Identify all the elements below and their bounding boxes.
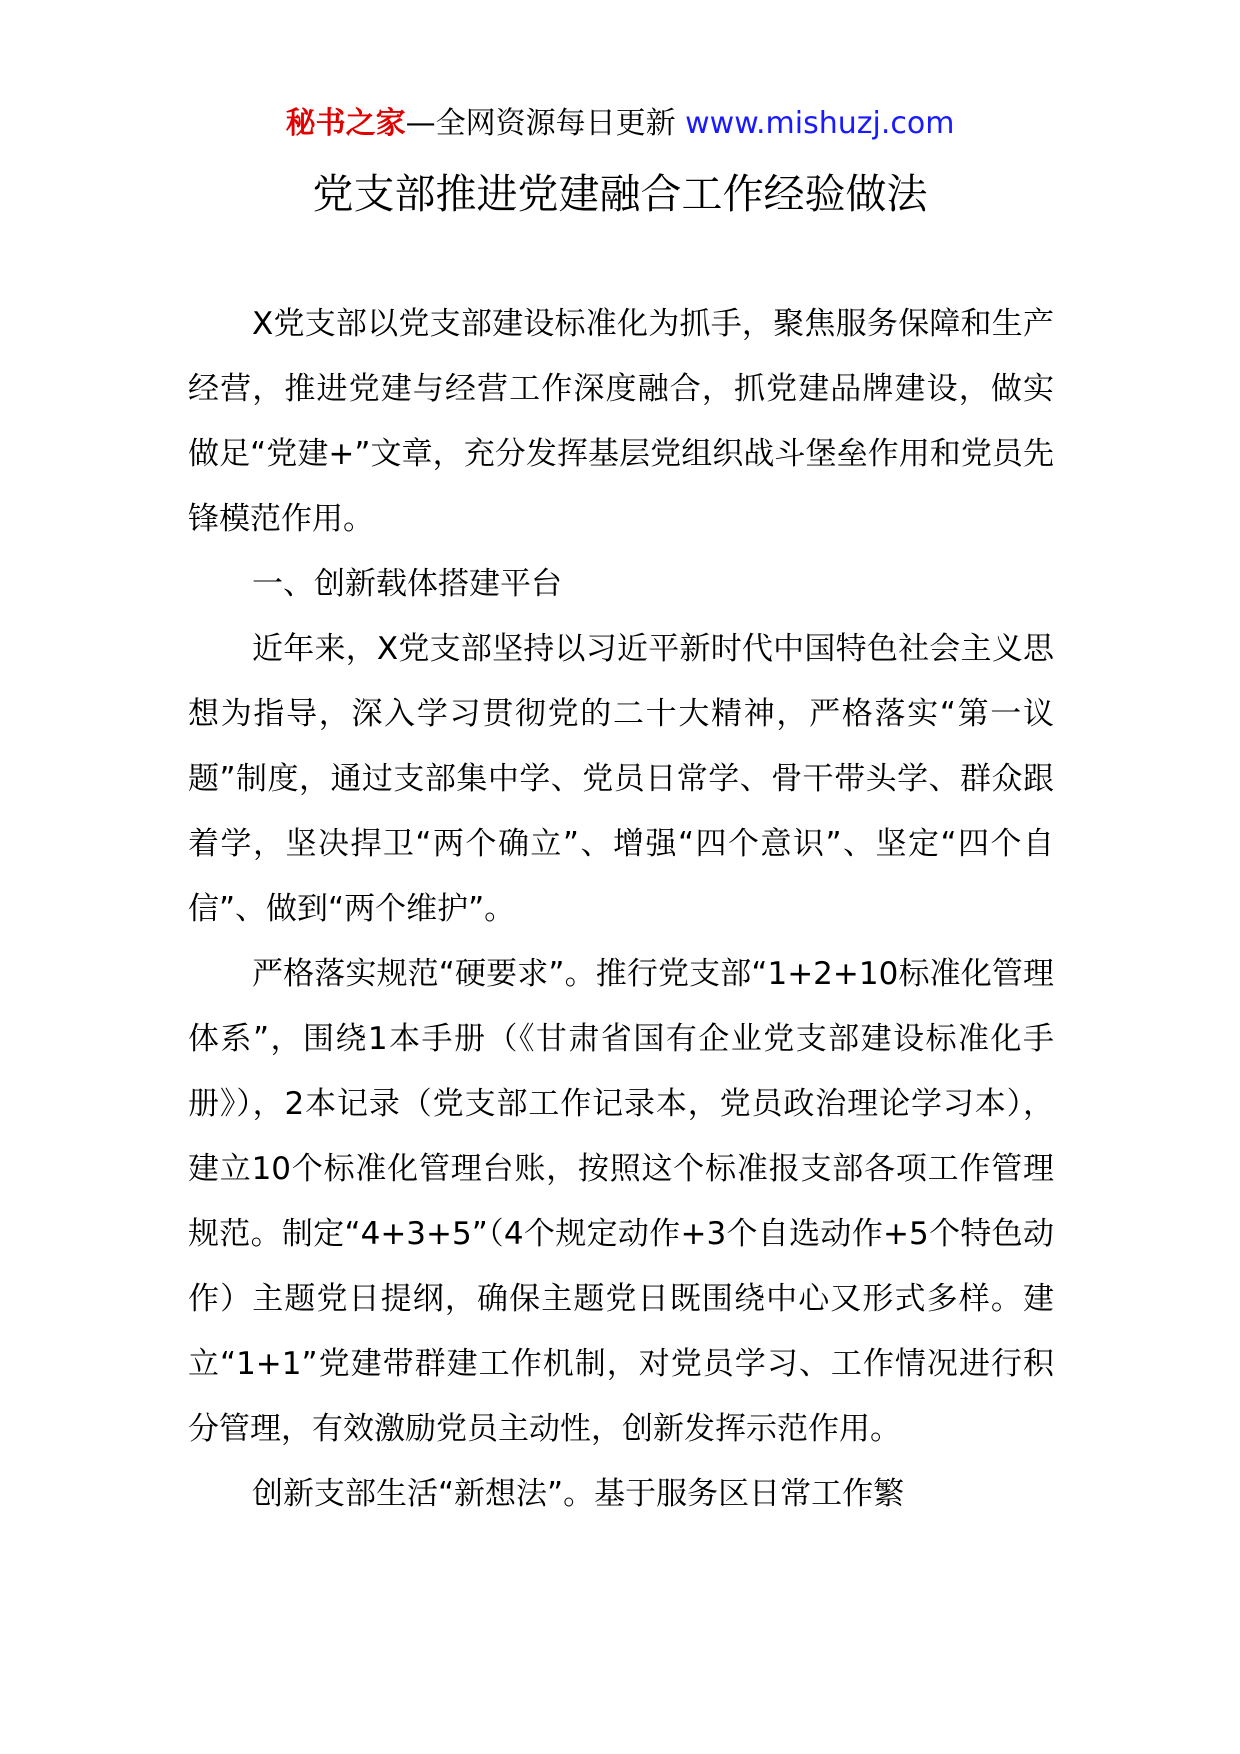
site-brand: 秘书之家 <box>285 106 406 141</box>
body-paragraph: 严格落实规范“硬要求”。推行党支部“1+2+10标准化管理体系”，围绕1本手册（《甘肃省国有企业党支部建设标准化手册》），2本记录（党支部工作记录本，党员政治理论学习本），建立10个标准化管理台账，按照这个标准报支部各项工作管理规范。制定“4+3+5”（4个规定动作+3个自选动作+5个特色动作）主题党日提纲，确保主题党日既围绕中心又形式多样。建立“1+1”党建带群建工作机制，对党员学习、工作情况进行积分管理，有效激励党员主动性，创新发挥示范作用。 <box>188 956 1054 1447</box>
section-heading: 一、创新载体搭建平台 <box>252 566 562 602</box>
document-title: 党支部推进党建融合工作经验做法 <box>312 170 928 218</box>
body-paragraph: 创新支部生活“新想法”。基于服务区日常工作繁 <box>252 1476 905 1512</box>
intro-paragraph: X党支部以党支部建设标准化为抓手，聚焦服务保障和生产经营，推进党建与经营工作深度融合，抓党建品牌建设，做实做足“党建+”文章，充分发挥基层党组织战斗堡垒作用和党员先锋模范作用。 <box>188 306 1054 537</box>
site-tagline: —全网资源每日更新 <box>405 106 686 141</box>
site-header <box>0 100 1240 148</box>
body-paragraph: 近年来，X党支部坚持以习近平新时代中国特色社会主义思想为指导，深入学习贯彻党的二十大精神，严格落实“第一议题”制度，通过支部集中学、党员日常学、骨干带头学、群众跟着学，坚决捍卫“两个确立”、增强“四个意识”、坚定“四个自信”、做到“两个维护”。 <box>188 631 1054 927</box>
document-body <box>188 292 1054 1527</box>
site-url-link[interactable]: www.mishuzj.com <box>685 106 955 141</box>
